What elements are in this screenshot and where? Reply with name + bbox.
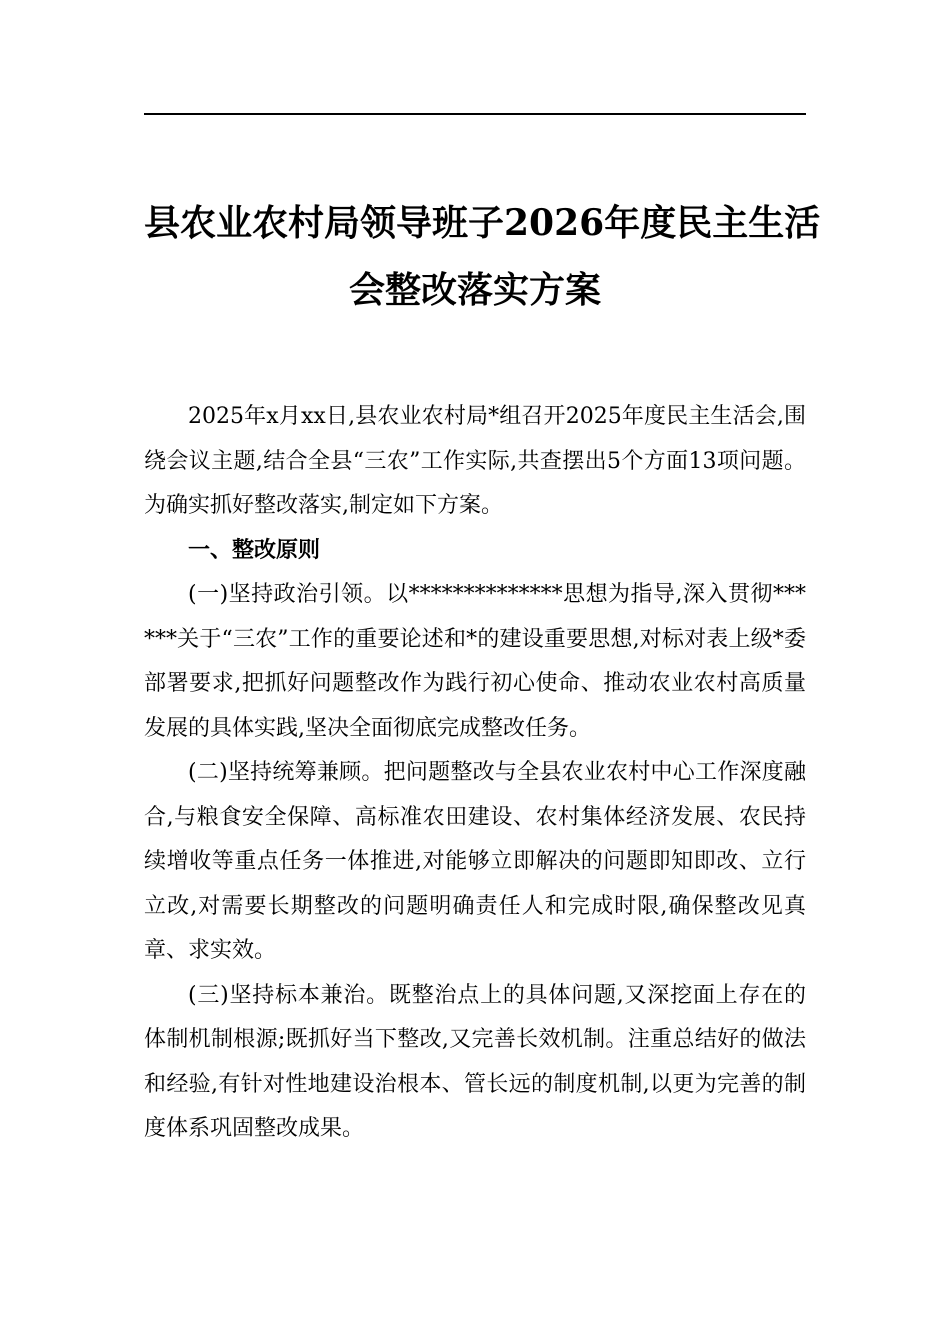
principle-paragraph-2: (二)坚持统筹兼顾。把问题整改与全县农业农村中心工作深度融合,与粮食安全保障、高标准农田建设、农村集体经济发展、农民持续增收等重点任务一体推进,对能够立即解决的问题即知即改、立行立改,对需要长期整改的问题明确责任人和完成时限,确保整改见真章、求实效。	[144, 760, 806, 963]
header-rule	[144, 113, 806, 115]
document-title	[144, 190, 821, 324]
principle-paragraph-3: (三)坚持标本兼治。既整治点上的具体问题,又深挖面上存在的体制机制根源;既抓好当下整改,又完善长效机制。注重总结好的做法和经验,有针对性地建设治根本、管长远的制度机制,以更为完善的制度体系巩固整改成果。	[144, 982, 806, 1141]
title-line-2: 会整改落实方案	[348, 269, 601, 311]
document-body	[144, 395, 806, 1152]
section-heading-principles: 一、整改原则	[188, 537, 321, 563]
intro-paragraph: 2025年x月xx日,县农业农村局*组召开2025年度民主生活会,围绕会议主题,结合全县“三农”工作实际,共查摆出5个方面13项问题。为确实抓好整改落实,制定如下方案。	[144, 404, 806, 518]
title-line-1: 县农业农村局领导班子2026年度民主生活	[144, 202, 821, 244]
principle-paragraph-1: (一)坚持政治引领。以**************思想为指导,深入贯彻******关于“三农”工作的重要论述和*的建设重要思想,对标对表上级*委部署要求,把抓好问题整改作为践行初心使命、推动农业农村高质量发展的具体实践,坚决全面彻底完成整改任务。	[144, 582, 806, 741]
